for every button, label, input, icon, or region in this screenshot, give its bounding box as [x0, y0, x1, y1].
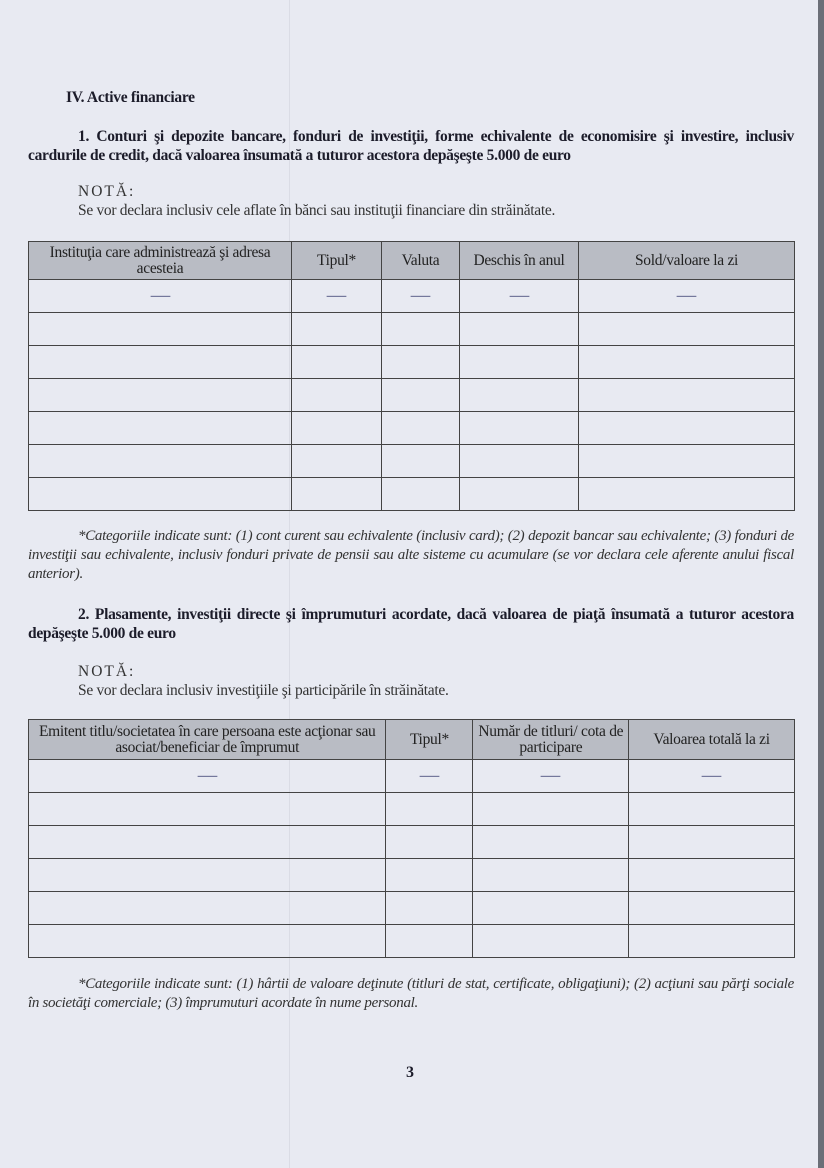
table-cell — [292, 412, 382, 445]
header-issuer: Emitent titlu/societatea în care persoana este acţionar sau asociat/beneficiar de împrumut — [29, 720, 386, 760]
cell-value: — — [410, 287, 431, 304]
table-cell — [386, 925, 473, 958]
table-cell — [460, 412, 579, 445]
table-row — [29, 379, 795, 412]
table-cell — [29, 445, 292, 478]
cell-value: — — [150, 287, 170, 304]
table-cell — [386, 826, 473, 859]
table-cell — [29, 793, 386, 826]
table-cell — [29, 826, 386, 859]
cell-value: — — [197, 767, 217, 784]
table-cell — [29, 346, 292, 379]
table-cell — [579, 379, 795, 412]
table-row — [29, 859, 795, 892]
table-cell — [386, 793, 473, 826]
table-cell — [460, 379, 579, 412]
table-cell — [29, 925, 386, 958]
table-row — [29, 892, 795, 925]
table-row — [29, 478, 795, 511]
cell-value: — — [676, 287, 697, 304]
table-row — [29, 445, 795, 478]
header-type: Tipul* — [386, 720, 473, 760]
section-title: IV. Active financiare — [66, 89, 195, 106]
table-cell — [292, 280, 382, 313]
table-cell — [29, 478, 292, 511]
investments-table — [28, 719, 795, 958]
table-cell — [292, 478, 382, 511]
header-currency: Valuta — [382, 242, 460, 280]
table-cell — [629, 826, 795, 859]
table-cell — [292, 379, 382, 412]
table-cell — [579, 478, 795, 511]
table-cell — [629, 925, 795, 958]
table-cell — [292, 346, 382, 379]
header-type: Tipul* — [292, 242, 382, 280]
table-cell — [473, 925, 629, 958]
table-cell — [473, 760, 629, 793]
table-cell — [629, 859, 795, 892]
header-total-value: Valoarea totală la zi — [629, 720, 795, 760]
table-cell — [579, 445, 795, 478]
section1-nota-text: Se vor declara inclusiv cele aflate în bănci sau instituţii financiare din străinătate. — [78, 202, 556, 219]
table-cell — [386, 859, 473, 892]
table-row — [29, 280, 795, 313]
table-cell — [382, 346, 460, 379]
table-cell — [382, 478, 460, 511]
table-cell — [473, 859, 629, 892]
table-row — [29, 313, 795, 346]
table-cell — [579, 346, 795, 379]
header-institution: Instituţia care administrează şi adresa acesteia — [29, 242, 292, 280]
table-cell — [29, 892, 386, 925]
header-balance: Sold/valoare la zi — [579, 242, 795, 280]
section2-heading: 2. Plasamente, investiţii directe şi împrumuturi acordate, dacă valoarea de piaţă însumată a tuturor acestora depăşeşte 5.000 de euro — [28, 606, 794, 642]
table-cell — [29, 313, 292, 346]
bank-accounts-table — [28, 241, 795, 511]
table-cell — [29, 412, 292, 445]
table-cell — [29, 760, 386, 793]
table-cell — [460, 478, 579, 511]
section2-footnote: *Categoriile indicate sunt: (1) hârtii de valoare deţinute (titluri de stat, certificate, obligaţiuni); (2) acţiuni sau părţi sociale în societăţi comerciale; (3) împrumuturi acordate în nume personal. — [28, 976, 794, 1011]
table-cell — [292, 445, 382, 478]
table-row — [29, 826, 795, 859]
scan-edge — [818, 0, 824, 1168]
table-cell — [460, 313, 579, 346]
table-cell — [29, 280, 292, 313]
table-cell — [386, 760, 473, 793]
table-cell — [473, 793, 629, 826]
table-cell — [460, 280, 579, 313]
table-cell — [382, 379, 460, 412]
cell-value: — — [326, 287, 347, 304]
table-row — [29, 760, 795, 793]
table-cell — [382, 280, 460, 313]
table-cell — [460, 445, 579, 478]
header-opened-year: Deschis în anul — [460, 242, 579, 280]
table-cell — [579, 412, 795, 445]
table-cell — [629, 892, 795, 925]
cell-value: — — [701, 767, 722, 784]
section1-heading: 1. Conturi şi depozite bancare, fonduri de investiţii, forme echivalente de economisire şi investire, inclusiv cardurile de credit, dacă valoarea însumată a tuturor acestora depăşeşte 5.000 de euro — [28, 128, 794, 164]
table-row — [29, 346, 795, 379]
table-cell — [292, 313, 382, 346]
table-cell — [629, 793, 795, 826]
section2-nota-label: NOTĂ: — [78, 663, 136, 680]
table-cell — [382, 412, 460, 445]
table-row — [29, 925, 795, 958]
page-number: 3 — [406, 1064, 414, 1081]
table-header-row — [29, 242, 795, 280]
table-row — [29, 793, 795, 826]
cell-value: — — [419, 767, 440, 784]
header-shares-count: Număr de titluri/ cota de participare — [473, 720, 629, 760]
table-header-row — [29, 720, 795, 760]
section1-footnote: *Categoriile indicate sunt: (1) cont curent sau echivalente (inclusiv card); (2) depozit bancar sau echivalente; (3) fonduri de investiţii sau echivalente, inclusiv fonduri private de pensii sau alte sisteme cu acumulare (se vor declara cele aferente anului fiscal anterior). — [28, 528, 794, 582]
table-row — [29, 412, 795, 445]
section2-nota-text: Se vor declara inclusiv investiţiile şi participările în străinătate. — [78, 682, 449, 699]
section1-nota-label: NOTĂ: — [78, 183, 136, 200]
table-cell — [382, 445, 460, 478]
table-cell — [579, 280, 795, 313]
table-cell — [382, 313, 460, 346]
table-cell — [460, 346, 579, 379]
table-cell — [29, 859, 386, 892]
cell-value: — — [541, 767, 561, 784]
table-cell — [579, 313, 795, 346]
table-cell — [386, 892, 473, 925]
table-cell — [29, 379, 292, 412]
table-cell — [473, 826, 629, 859]
cell-value: — — [509, 287, 529, 304]
table-cell — [629, 760, 795, 793]
table-cell — [473, 892, 629, 925]
